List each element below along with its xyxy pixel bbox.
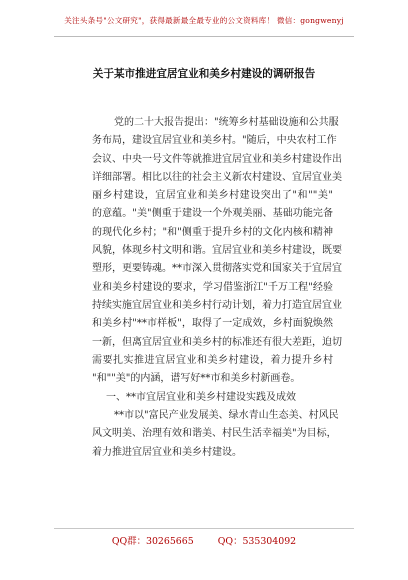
- paragraph-line: 持续实施宜居宜业和美乡村行动计划，着力打造宜居宜业: [92, 299, 342, 311]
- paragraph-line: 的现代化乡村；"和"侧重于提升乡村的文化内核和精神: [92, 226, 333, 238]
- section-heading-block: [92, 389, 333, 407]
- paragraph-line: **市以"富民产业发展美、绿水青山生态美、村风民: [114, 410, 339, 421]
- paragraph-line: 风文明美、治理有效和谐美、村民生活幸福美"为目标，: [92, 428, 337, 440]
- top-banner: 关注头条号"公文研究"，获得最新最全最专业的公文资料库！ 微信：gongwenyj: [64, 16, 344, 25]
- footer: [0, 533, 408, 547]
- paragraph-line: "和""美"的内涵，谱写好**市和美乡村新画卷。: [92, 373, 301, 385]
- qq-number: QQ：535304092: [217, 536, 297, 547]
- paragraph-line: 风貌，体现乡村文明和谐。宜居宜业和美乡村建设，既要: [92, 245, 342, 257]
- section-heading: 一、**市宜居宜业和美乡村建设实践及成效: [106, 392, 296, 403]
- paragraph-line: 一新，但离宜居宜业和美乡村的标准还有很大差距，迫切: [92, 336, 342, 348]
- document-title: 关于某市推进宜居宜业和美乡村建设的调研报告: [92, 68, 316, 80]
- paragraph-line: 塑形，更要铸魂。**市深入贯彻落实党和国家关于宜居宜: [92, 263, 342, 275]
- paragraph-line: 会议、中央一号文件等就推进宜居宜业和美乡村建设作出: [92, 153, 342, 165]
- paragraph-line: 丽乡村建设，宜居宜业和美乡村建设突出了"和""美": [92, 190, 333, 202]
- header-divider: [54, 36, 354, 37]
- paragraph-line: 业和美乡村建设的要求，学习借鉴浙江"千万工程"经验: [92, 281, 333, 293]
- paragraph-line: 详细部署。相比以往的社会主义新农村建设、宜居宜业美: [92, 171, 342, 183]
- qq-group-number: QQ群：30265665: [111, 536, 194, 547]
- paragraph-line: 需要扎实推进宜居宜业和美乡村建设，着力提升乡村: [92, 354, 333, 366]
- paragraph-line: 党的二十大报告提出："统筹乡村基础设施和公共服: [114, 117, 339, 128]
- paragraph-line: 的意蕴。"美"侧重于建设一个外观美丽、基础功能完备: [92, 208, 333, 220]
- paragraph-line: 着力推进宜居宜业和美乡村建设。: [92, 446, 242, 458]
- intro-paragraph: [92, 114, 342, 388]
- footer-divider: [54, 528, 354, 529]
- paragraph-line: 和美乡村"**市样板"，取得了一定成效，乡村面貌焕然: [92, 318, 333, 330]
- paragraph-line: 务布局，建设宜居宜业和美乡村。"随后，中央农村工作: [92, 135, 337, 147]
- section-paragraph: [92, 407, 339, 462]
